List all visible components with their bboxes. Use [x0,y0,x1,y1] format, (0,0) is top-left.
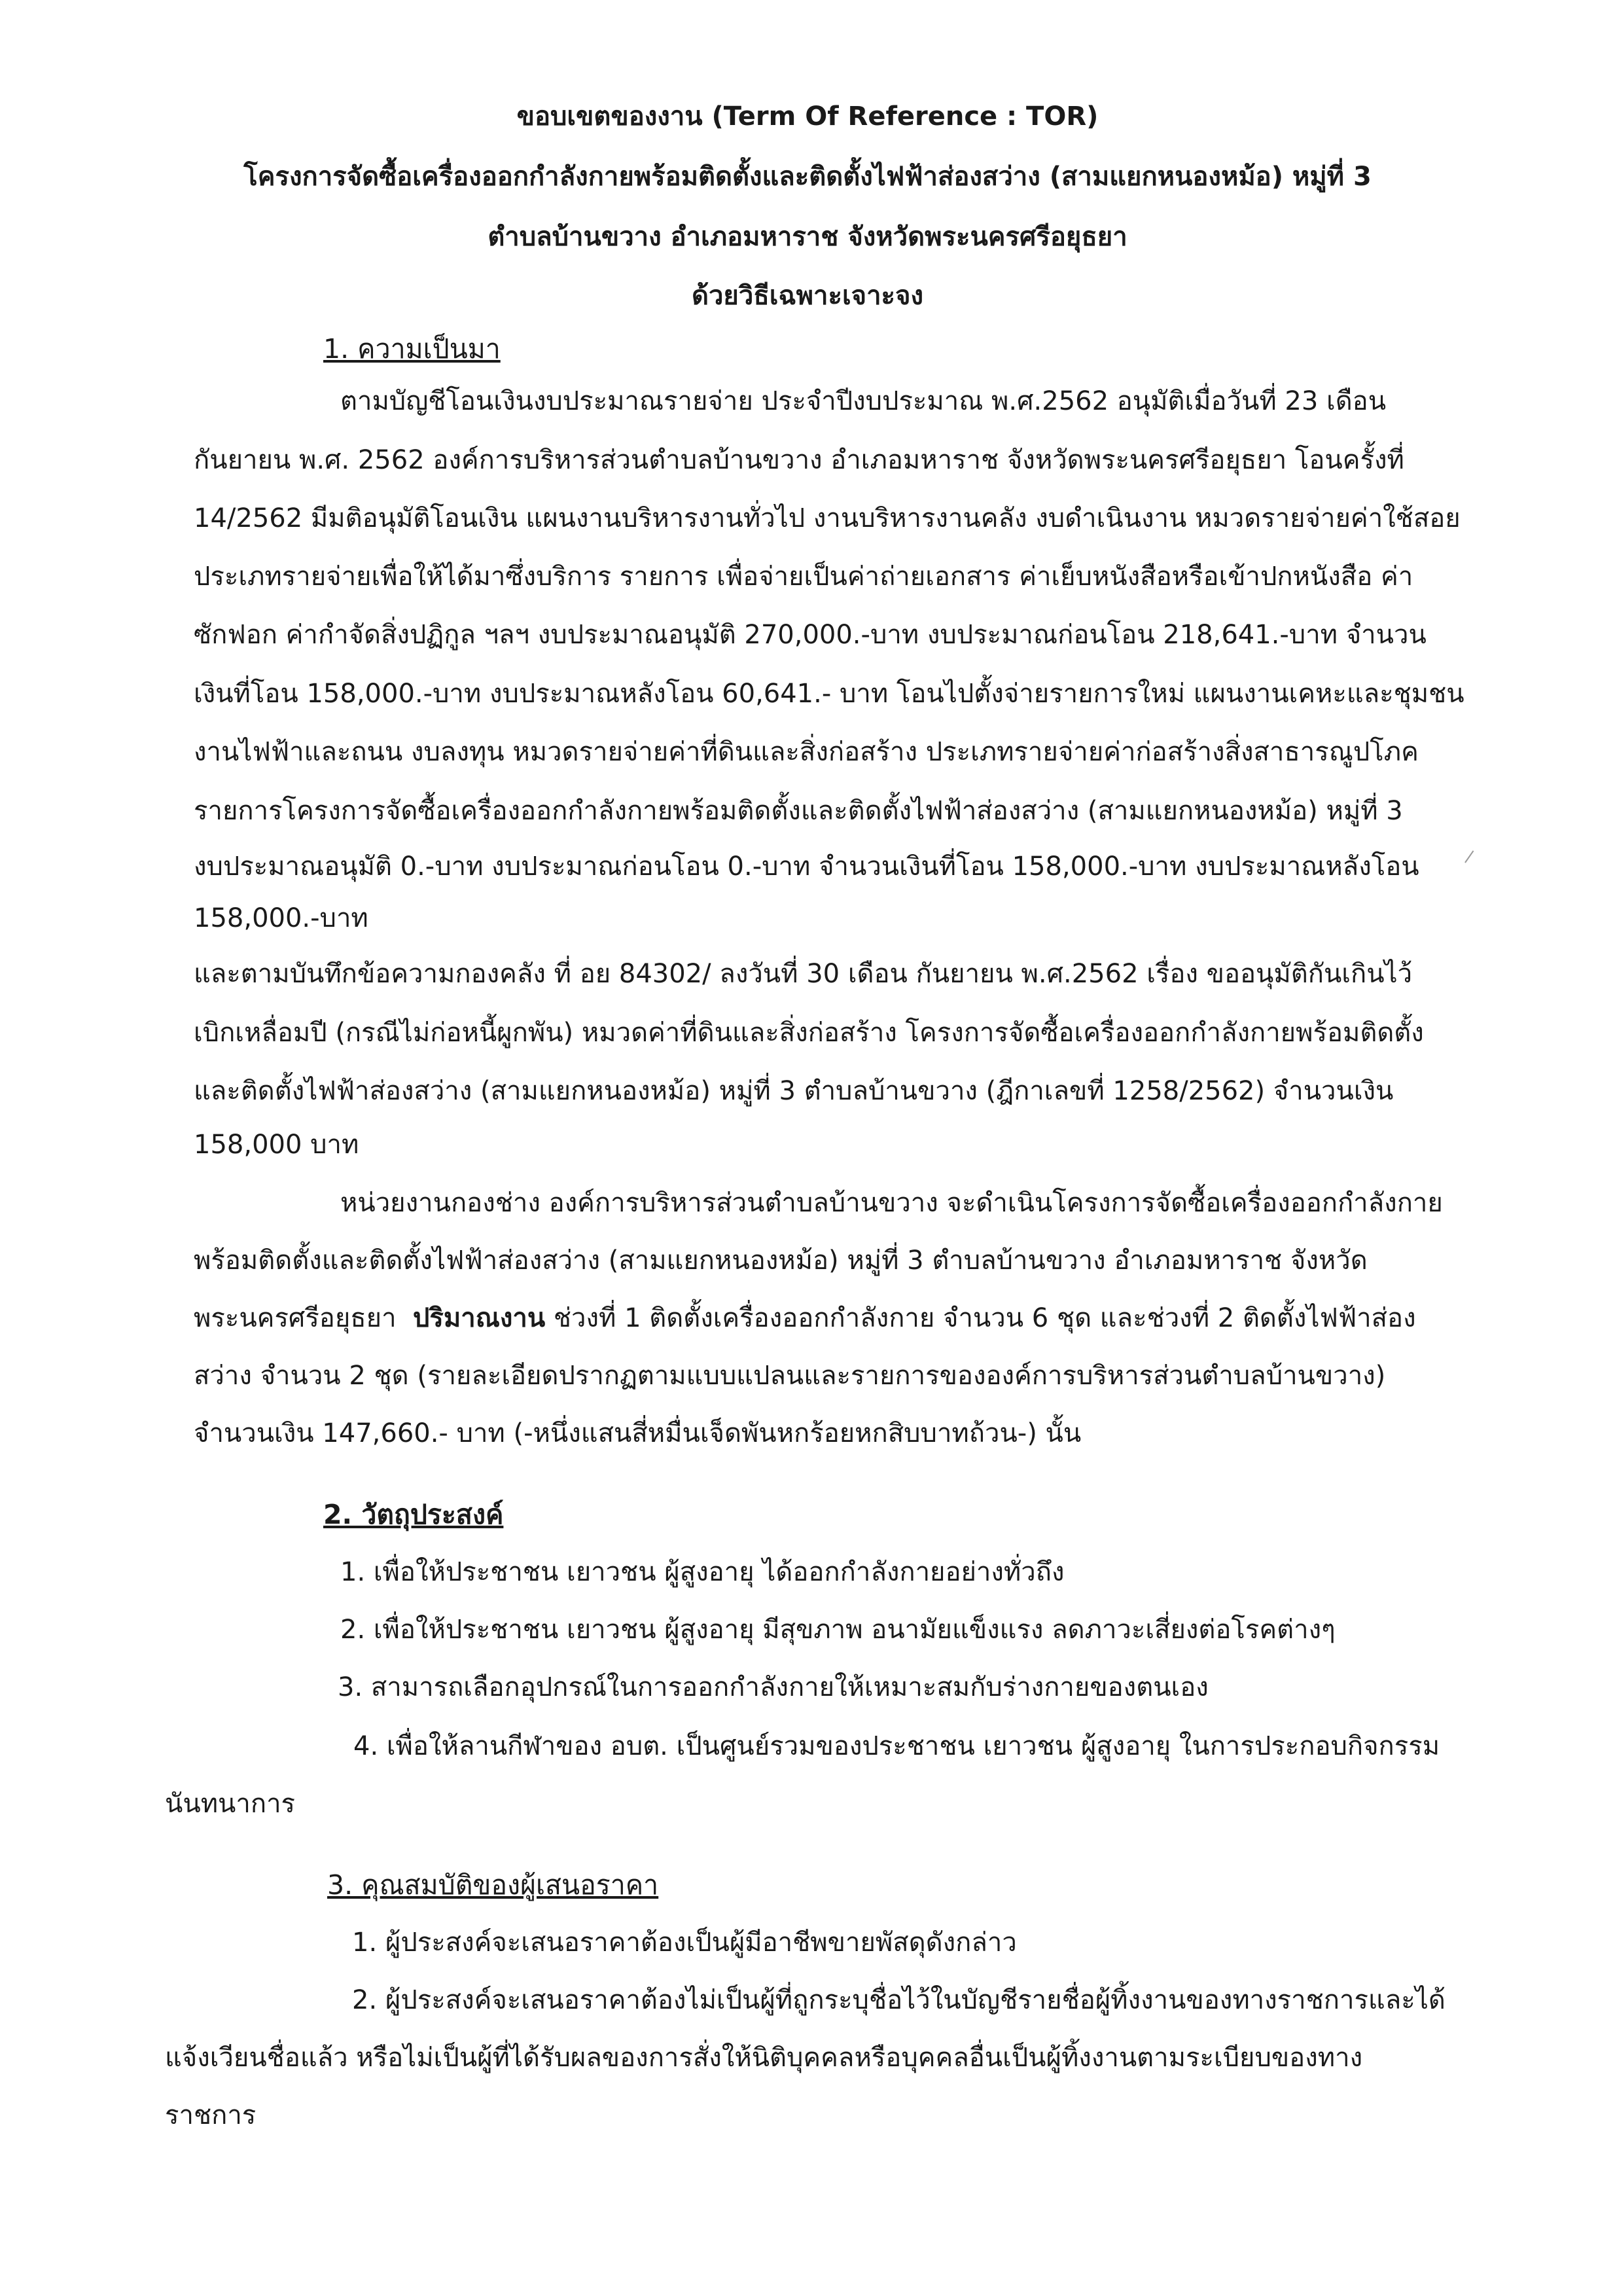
list-item-continuation: นันทนาการ [165,1789,296,1819]
text-span: ช่วงที่ 1 ติดตั้งเครื่องออกกำลังกาย จำนวน 6 ชุด และช่วงที่ 2 ติดตั้งไฟฟ้าส่อง [553,1303,1416,1333]
paragraph-line: รายการโครงการจัดซื้อเครื่องออกกำลังกายพร้อมติดตั้งและติดตั้งไฟฟ้าส่องสว่าง (สามแยกหนองหม้อ) หมู่ที่ 3 [194,796,1403,826]
paragraph-line [194,1300,1416,1336]
paragraph-line: ตามบัญชีโอนเงินงบประมาณรายจ่าย ประจำปีงบประมาณ พ.ศ.2562 อนุมัติเมื่อวันที่ 23 เดือน [340,386,1387,416]
paragraph-line: สว่าง จำนวน 2 ชุด (รายละเอียดปรากฏตามแบบแปลนและรายการขององค์การบริหารส่วนตำบลบ้านขวาง) [194,1361,1386,1391]
list-item: 1. เพื่อให้ประชาชน เยาวชน ผู้สูงอายุ ได้ออกกำลังกายอย่างทั่วถึง [340,1557,1065,1587]
section-1-heading: 1. ความเป็นมา [323,333,501,365]
list-item: 3. สามารถเลือกอุปกรณ์ในการออกกำลังกายให้เหมาะสมกับร่างกายของตนเอง [338,1672,1209,1702]
paragraph-line: เบิกเหลื่อมปี (กรณีไม่ก่อหนี้ผูกพัน) หมวดค่าที่ดินและสิ่งก่อสร้าง โครงการจัดซื้อเครื่องออกกำลังกายพร้อมติดตั้ง [194,1018,1424,1048]
doc-title-line-3: ตำบลบ้านขวาง อำเภอมหาราช จังหวัดพระนครศรีอยุธยา [488,222,1127,252]
section-2-heading: 2. วัตถุประสงค์ [323,1499,504,1530]
paragraph-line: และตามบันทึกข้อความกองคลัง ที่ อย 84302/ ลงวันที่ 30 เดือน กันยายน พ.ศ.2562 เรื่อง ขออนุมัติกันเกินไว้ [194,959,1413,989]
work-quantity-label: ปริมาณงาน [413,1303,546,1333]
paragraph-line: ประเภทรายจ่ายเพื่อให้ได้มาซึ่งบริการ รายการ เพื่อจ่ายเป็นค่าถ่ายเอกสาร ค่าเย็บหนังสือหรือเข้าปกหนังสือ ค่า [194,562,1413,592]
list-item: 1. ผู้ประสงค์จะเสนอราคาต้องเป็นผู้มีอาชีพขายพัสดุดังกล่าว [352,1928,1017,1958]
paragraph-line: กันยายน พ.ศ. 2562 องค์การบริหารส่วนตำบลบ้านขวาง อำเภอมหาราช จังหวัดพระนครศรีอยุธยา โอนครั้งที่ [194,445,1404,475]
doc-title-line-2: โครงการจัดซื้อเครื่องออกกำลังกายพร้อมติดตั้งและติดตั้งไฟฟ้าส่องสว่าง (สามแยกหนองหม้อ) หมู่ที่ 3 [243,162,1372,192]
paragraph-line: 158,000.-บาท [194,903,368,933]
list-item-continuation: ราชการ [165,2100,257,2130]
paragraph-line: และติดตั้งไฟฟ้าส่องสว่าง (สามแยกหนองหม้อ) หมู่ที่ 3 ตำบลบ้านขวาง (ฎีกาเลขที่ 1258/2562) จำนวนเงิน [194,1076,1394,1106]
list-item-continuation: แจ้งเวียนชื่อแล้ว หรือไม่เป็นผู้ที่ได้รับผลของการสั่งให้นิติบุคคลหรือบุคคลอื่นเป็นผู้ทิ้งงานตามระเบียบของทาง [165,2043,1363,2073]
paragraph-line: จำนวนเงิน 147,660.- บาท (-หนึ่งแสนสี่หมื่นเจ็ดพันหกร้อยหกสิบบาทถ้วน-) นั้น [194,1418,1082,1448]
paragraph-line: 158,000 บาท [194,1130,359,1160]
paragraph-line: งานไฟฟ้าและถนน งบลงทุน หมวดรายจ่ายค่าที่ดินและสิ่งก่อสร้าง ประเภทรายจ่ายค่าก่อสร้างสิ่งสาธารณูปโภค [194,737,1419,767]
paragraph-line: งบประมาณอนุมัติ 0.-บาท งบประมาณก่อนโอน 0.-บาท จำนวนเงินที่โอน 158,000.-บาท งบประมาณหลังโอน [194,852,1419,882]
paragraph-line: ซักฟอก ค่ากำจัดสิ่งปฏิกูล ฯลฯ งบประมาณอนุมัติ 270,000.-บาท งบประมาณก่อนโอน 218,641.-บาท จำนวน [194,620,1427,650]
paragraph-line: เงินที่โอน 158,000.-บาท งบประมาณหลังโอน 60,641.- บาท โอนไปตั้งจ่ายรายการใหม่ แผนงานเคหะและชุมชน [194,679,1464,709]
list-item: 2. ผู้ประสงค์จะเสนอราคาต้องไม่เป็นผู้ที่ถูกระบุชื่อไว้ในบัญชีรายชื่อผู้ทิ้งงานของทางราชการและได้ [352,1985,1446,2015]
list-item: 4. เพื่อให้ลานกีฬาของ อบต. เป็นศูนย์รวมของประชาชน เยาวชน ผู้สูงอายุ ในการประกอบกิจกรรม [353,1731,1440,1761]
stray-pen-mark [1464,850,1482,868]
list-item: 2. เพื่อให้ประชาชน เยาวชน ผู้สูงอายุ มีสุขภาพ อนามัยแข็งแรง ลดภาวะเสี่ยงต่อโรคต่างๆ [340,1615,1336,1645]
doc-title-line-4: ด้วยวิธีเฉพาะเจาะจง [691,281,923,311]
paragraph-line: หน่วยงานกองช่าง องค์การบริหารส่วนตำบลบ้านขวาง จะดำเนินโครงการจัดซื้อเครื่องออกกำลังกาย [340,1188,1443,1218]
doc-title-line-1: ขอบเขตของงาน (Term Of Reference : TOR) [516,101,1099,132]
text-span: พระนครศรีอยุธยา [194,1303,397,1333]
section-3-heading: 3. คุณสมบัติของผู้เสนอราคา [327,1869,659,1901]
paragraph-line: พร้อมติดตั้งและติดตั้งไฟฟ้าส่องสว่าง (สามแยกหนองหม้อ) หมู่ที่ 3 ตำบลบ้านขวาง อำเภอมหาราช จังหวัด [194,1246,1368,1276]
paragraph-line: 14/2562 มีมติอนุมัติโอนเงิน แผนงานบริหารงานทั่วไป งานบริหารงานคลัง งบดำเนินงาน หมวดรายจ่ายค่าใช้สอย [194,503,1461,533]
